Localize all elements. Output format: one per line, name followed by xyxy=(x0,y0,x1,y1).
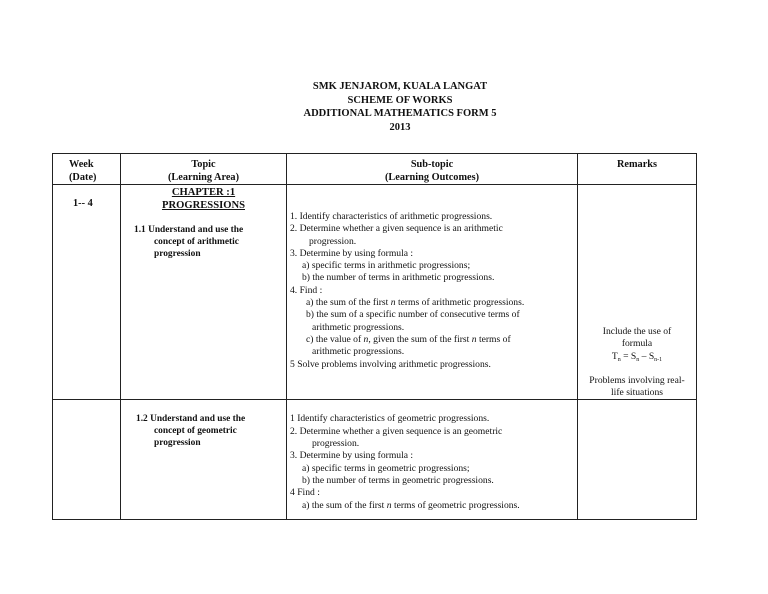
table-row xyxy=(53,185,697,400)
week-header: Week (Date) xyxy=(53,154,121,185)
table-header-row xyxy=(53,154,697,185)
week-cell xyxy=(53,400,121,520)
chapter-title: PROGRESSIONS xyxy=(161,199,245,211)
week-value: 1-- 4 xyxy=(73,198,93,209)
learning-area: 1.2 Understand and use the concept of geometric progression xyxy=(136,414,246,449)
topic-cell xyxy=(121,185,287,400)
school-name: SMK JENJAROM, KUALA LANGAT xyxy=(312,81,488,92)
topic-header: Topic (Learning Area) xyxy=(121,154,287,185)
remarks-cell xyxy=(578,185,697,400)
table-row xyxy=(53,400,697,520)
subtopic-cell xyxy=(287,400,578,520)
chapter-label: CHAPTER :1 xyxy=(171,187,236,198)
week-cell xyxy=(53,185,121,400)
remarks-cell xyxy=(578,400,697,520)
scheme-table xyxy=(52,153,697,520)
learning-outcomes: 1. Identify characteristics of arithmetic progressions. 2. Determine whether a given sequence is an arithmetic progression. 3. Determine by using formula : a) specific terms in arithmetic progressions; b) the number of terms in arithmetic progressions. 4. Find : a) the sum of the first n terms of arithmetic progressions. b) the sum of a specific number of consecutive terms of arithmetic progressions. c) the value of n, given the sum of the first n terms of arithmetic progressions. 5 Solve problems involving arithmetic progressions. xyxy=(290,211,525,370)
formula: $T_n = S_n - S_{n-1}$ xyxy=(611,350,663,363)
subtopic-header: Sub-topic (Learning Outcomes) xyxy=(287,154,578,185)
remarks-header: Remarks xyxy=(578,154,697,185)
subtopic-cell xyxy=(287,185,578,400)
subject-title: ADDITIONAL MATHEMATICS FORM 5 xyxy=(303,108,497,119)
document-title: SCHEME OF WORKS xyxy=(347,94,453,106)
remarks-text: Include the use of formula $T_n = S_n - S_{n-1}$ Problems involving real- life situations xyxy=(578,185,696,399)
year: 2013 xyxy=(389,121,411,133)
learning-area: 1.1 Understand and use the concept of arithmetic progression xyxy=(134,225,244,259)
learning-outcomes: 1 Identify characteristics of geometric progressions. 2. Determine whether a given sequence is an geometric progression. 3. Determine by using formula : a) specific terms in geometric progressions; b) the number of terms in geometric progressions. 4 Find : a) the sum of the first n terms of geometric progressions. xyxy=(290,413,520,511)
topic-cell xyxy=(121,400,287,520)
